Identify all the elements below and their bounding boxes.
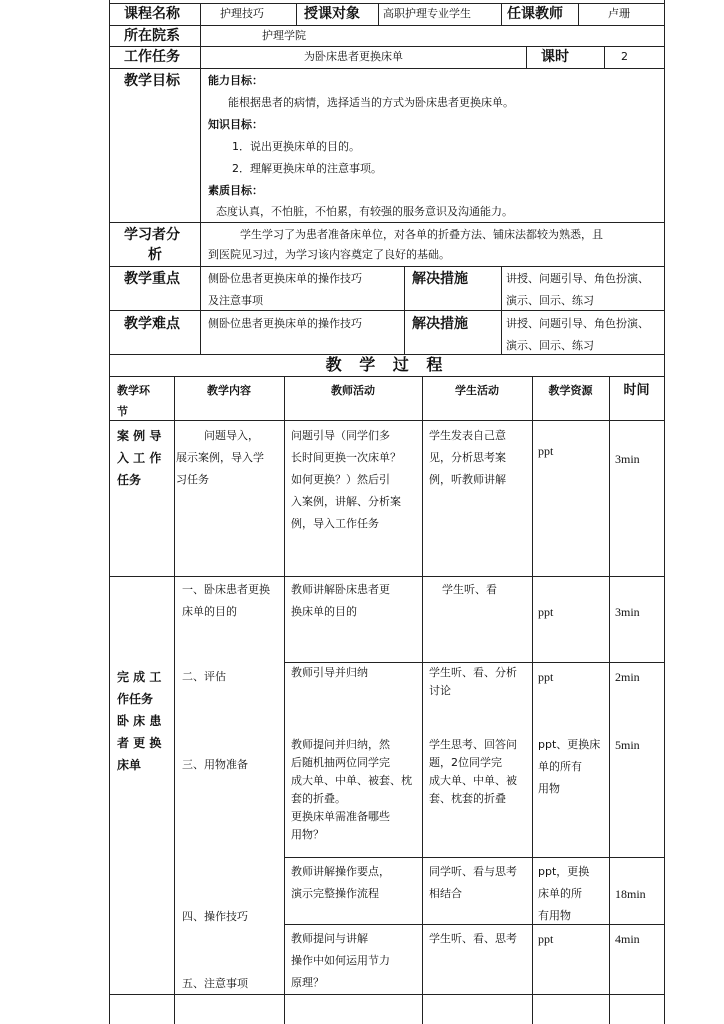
col-teacher: 教师活动	[331, 384, 375, 397]
s2-content-5: 五、注意事项	[182, 977, 248, 990]
s2-r5-resource: ppt	[538, 932, 554, 946]
s2-r1-time: 3min	[615, 605, 640, 619]
s2-r2-student-2: 讨论	[429, 684, 451, 697]
learner-label-2: 析	[148, 247, 162, 263]
s2-r3-teacher-3: 成大单、中单、被套、枕	[291, 774, 412, 787]
quality-text: 态度认真，不怕脏，不怕累，有较强的服务意识及沟通能力。	[216, 205, 513, 218]
s2-r3-student-1: 学生思考、回答问	[429, 738, 517, 751]
s2-r4-teacher-1: 教师讲解操作要点，	[291, 865, 390, 878]
s2-stage-1: 完 成 工	[117, 670, 162, 684]
s2-r3-resource-3: 用物	[538, 782, 560, 795]
col-student: 学生活动	[455, 384, 499, 397]
s1-teacher-4: 入案例，讲解、分析案	[291, 495, 401, 508]
s2-r5-teacher-2: 操作中如何运用节力	[291, 954, 390, 967]
s1-time: 3min	[615, 452, 640, 466]
s2-r3-student-3: 成大单、中单、被	[429, 774, 517, 787]
s2-r4-resource-2: 床单的所	[538, 887, 582, 900]
hours-label: 课时	[541, 49, 569, 65]
s2-r5-teacher-3: 原理？	[291, 976, 324, 989]
audience-label: 授课对象	[304, 6, 360, 22]
s2-content-3: 三、用物准备	[182, 758, 248, 771]
s2-content-1b: 床单的目的	[182, 605, 237, 618]
s2-r4-resource-1: ppt，更换	[538, 865, 590, 878]
quality-title: 素质目标：	[208, 184, 263, 197]
s2-r1-teacher-1: 教师讲解卧床患者更	[291, 583, 390, 596]
s2-r4-student-1: 同学听、看与思考	[429, 865, 517, 878]
s1-teacher-2: 长时间更换一次床单？	[291, 451, 401, 464]
s1-stage-3: 任务	[117, 473, 142, 487]
s1-teacher-5: 例，导入工作任务	[291, 517, 379, 530]
s2-r2-teacher-1: 教师引导并归纳	[291, 666, 368, 679]
difficulty-measure-1: 讲授、问题引导、角色扮演、	[506, 317, 649, 330]
s2-content-2: 二、评估	[182, 670, 226, 683]
s2-r3-student-2: 题，2位同学完	[429, 756, 502, 769]
task-label: 工作任务	[124, 49, 180, 65]
knowledge-item-2: 2．理解更换床单的注意事项。	[232, 162, 382, 175]
knowledge-item-1: 1．说出更换床单的目的。	[232, 140, 360, 153]
audience: 高职护理专业学生	[383, 7, 471, 20]
s2-r3-resource-2: 单的所有	[538, 760, 582, 773]
course-name-label: 课程名称	[124, 6, 180, 22]
s2-stage-4: 者 更 换	[117, 736, 162, 750]
knowledge-title: 知识目标：	[208, 118, 263, 131]
learner-text-2: 到医院见习过，为学习该内容奠定了良好的基础。	[208, 248, 450, 261]
s2-r5-teacher-1: 教师提问与讲解	[291, 932, 368, 945]
s2-r2-resource: ppt	[538, 670, 554, 684]
s2-r3-teacher-5: 更换床单需准备哪些	[291, 810, 390, 823]
s1-student-2: 见，分析思考案	[429, 451, 506, 464]
s1-teacher-3: 如何更换？）然后引	[291, 473, 390, 486]
s2-r3-teacher-6: 用物？	[291, 828, 324, 841]
s2-content-1a: 一、卧床患者更换	[182, 583, 270, 596]
col-resource: 教学资源	[548, 384, 593, 397]
s2-stage-3: 卧 床 患	[117, 714, 162, 728]
key-text-2: 及注意事项	[208, 294, 263, 307]
col-time: 时间	[623, 383, 650, 398]
key-measure-label: 解决措施	[412, 271, 468, 287]
task: 为卧床患者更换床单	[304, 50, 403, 63]
ability-text: 能根据患者的病情，选择适当的方式为卧床患者更换床单。	[228, 96, 514, 109]
key-label: 教学重点	[124, 271, 180, 287]
s2-r3-time: 5min	[615, 738, 640, 752]
s2-r4-resource-3: 有用物	[538, 909, 571, 922]
s2-r1-teacher-2: 换床单的目的	[291, 605, 357, 618]
s1-content-3: 习任务	[176, 473, 209, 486]
s2-r3-teacher-1: 教师提问并归纳，然	[291, 738, 390, 751]
key-text-1: 侧卧位患者更换床单的操作技巧	[208, 272, 362, 285]
s2-r2-time: 2min	[615, 670, 640, 684]
col-content: 教学内容	[207, 384, 251, 397]
s2-r4-time: 18min	[615, 887, 646, 901]
difficulty-measure-label: 解决措施	[412, 316, 468, 332]
s2-r4-teacher-2: 演示完整操作流程	[291, 887, 379, 900]
s1-resource: ppt	[538, 444, 554, 458]
s2-r5-student-1: 学生听、看、思考	[429, 932, 517, 945]
ability-title: 能力目标：	[208, 74, 263, 87]
teacher-label: 任课教师	[507, 6, 563, 22]
key-measure-2: 演示、回示、练习	[506, 294, 594, 307]
learner-text-1: 学生学习了为患者准备床单位，对各单的折叠方法、铺床法都较为熟悉，且	[240, 228, 603, 241]
process-title: 教 学 过 程	[325, 355, 449, 374]
s2-r3-resource-1: ppt、更换床	[538, 738, 601, 751]
s1-student-1: 学生发表自己意	[429, 429, 506, 442]
dept: 护理学院	[262, 29, 306, 42]
s1-student-3: 例，听教师讲解	[429, 473, 506, 486]
s1-content-1: 问题导入，	[204, 429, 259, 442]
s1-stage-2: 入 工 作	[117, 451, 162, 465]
s2-r1-student-1: 学生听、看	[442, 583, 497, 596]
s2-r1-resource: ppt	[538, 605, 554, 619]
s2-r3-teacher-4: 套的折叠。	[291, 792, 346, 805]
teacher-name: 卢珊	[608, 7, 630, 20]
learner-label-1: 学习者分	[124, 227, 180, 243]
course-name: 护理技巧	[220, 7, 264, 20]
s2-r5-time: 4min	[615, 932, 640, 946]
s2-content-4: 四、操作技巧	[182, 910, 248, 923]
hours: 2	[621, 50, 628, 63]
s2-r2-student-1: 学生听、看、分析	[429, 666, 517, 679]
s2-r3-teacher-2: 后随机抽两位同学完	[291, 756, 390, 769]
difficulty-label: 教学难点	[124, 316, 180, 332]
dept-label: 所在院系	[124, 28, 180, 44]
s2-stage-2: 作任务	[117, 692, 154, 706]
s2-stage-5: 床单	[117, 758, 142, 772]
goals-label: 教学目标	[124, 73, 180, 89]
s2-r3-student-4: 套、枕套的折叠	[429, 792, 506, 805]
s1-stage-1: 案 例 导	[117, 429, 162, 443]
difficulty-measure-2: 演示、回示、练习	[506, 339, 594, 352]
col-stage-2: 节	[117, 405, 128, 418]
col-stage-1: 教学环	[117, 384, 150, 397]
s1-teacher-1: 问题引导（同学们多	[291, 429, 390, 442]
s2-r4-student-2: 相结合	[429, 887, 462, 900]
s1-content-2: 展示案例，导入学	[176, 451, 264, 464]
difficulty-text: 侧卧位患者更换床单的操作技巧	[208, 317, 362, 330]
key-measure-1: 讲授、问题引导、角色扮演、	[506, 272, 649, 285]
